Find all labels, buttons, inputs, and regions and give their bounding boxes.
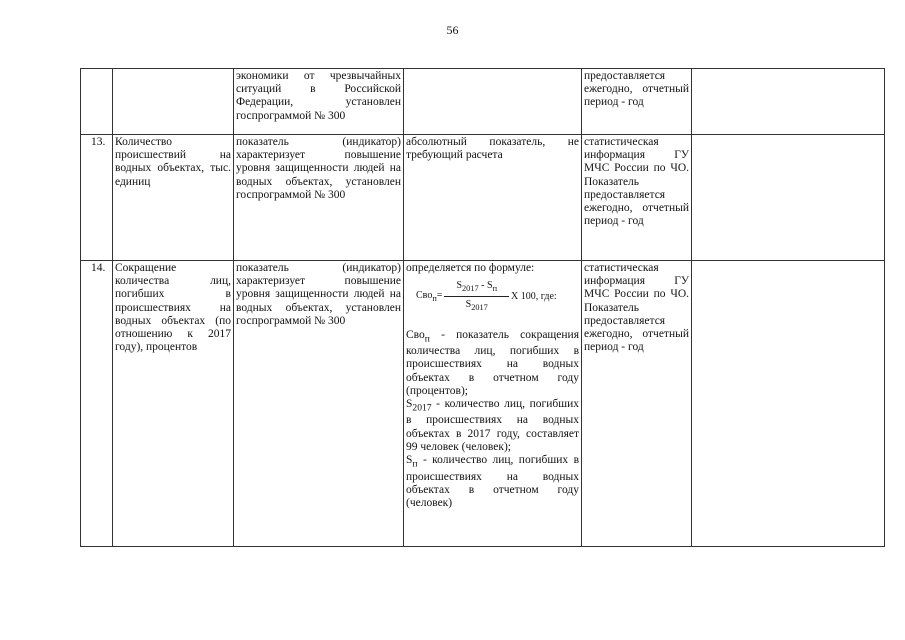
calculation-method: абсолютный показатель, не требующий расчета xyxy=(404,135,582,261)
data-source: статистическая информация ГУ МЧС России по ЧО. Показатель предоставляется ежегодно, отчетный период - год xyxy=(582,135,692,261)
indicator-name: Количество происшествий на водных объектах, тыс. единиц xyxy=(113,135,234,261)
indicator-name: Сокращение количества лиц, погибших в происшествиях на водных объектах (по отношению к 2017 году), процентов xyxy=(113,261,234,547)
notes-cell xyxy=(692,69,885,135)
formula-denominator: $S_{2017}$ xyxy=(465,299,488,313)
row-number: 14. xyxy=(81,261,113,547)
calculation-method xyxy=(404,69,582,135)
indicator-description: показатель (индикатор) характеризует повышение уровня защищенности людей на водных объектах, установлен госпрограммой № 300 xyxy=(234,261,404,547)
data-source: статистическая информация ГУ МЧС России по ЧО. Показатель предоставляется ежегодно, отчетный период - год xyxy=(582,261,692,547)
calculation-method xyxy=(404,261,582,547)
table-row xyxy=(81,69,885,135)
method-intro: определяется по формуле: xyxy=(406,262,535,274)
table-row xyxy=(81,135,885,261)
data-source: предоставляется ежегодно, отчетный период - год xyxy=(582,69,692,135)
page-number: 56 xyxy=(446,23,459,37)
formula-fraction xyxy=(444,279,509,314)
table-row xyxy=(81,261,885,547)
definition-item: Сво$_п$ - показатель сокращения количества лиц, погибших в происшествиях на водных объектах в отчетном году (процентов); xyxy=(406,328,579,397)
indicator-description: экономики от чрезвычайных ситуаций в Российской Федерации, установлен госпрограммой № 300 xyxy=(234,69,404,135)
indicator-description: показатель (индикатор) характеризует повышение уровня защищенности людей на водных объектах, установлен госпрограммой № 300 xyxy=(234,135,404,261)
formula-numerator: $S_{2017} - S_п$ xyxy=(444,279,509,297)
row-number: 13. xyxy=(81,135,113,261)
notes-cell xyxy=(692,135,885,261)
formula-lhs: Сво$_п$= xyxy=(416,289,443,303)
definition-item: $S_п$ - количество лиц, погибших в происшествиях на водных объектах в отчетном году (человек) xyxy=(406,454,579,509)
formula xyxy=(416,279,579,314)
indicator-name xyxy=(113,69,234,135)
notes-cell xyxy=(692,261,885,547)
indicators-table xyxy=(80,68,885,547)
row-number xyxy=(81,69,113,135)
definition-item: $S_{2017}$ - количество лиц, погибших в происшествиях на водных объектах в 2017 году, составляет 99 человек (человек); xyxy=(406,397,579,453)
formula-tail: Х 100, где: xyxy=(511,291,557,303)
